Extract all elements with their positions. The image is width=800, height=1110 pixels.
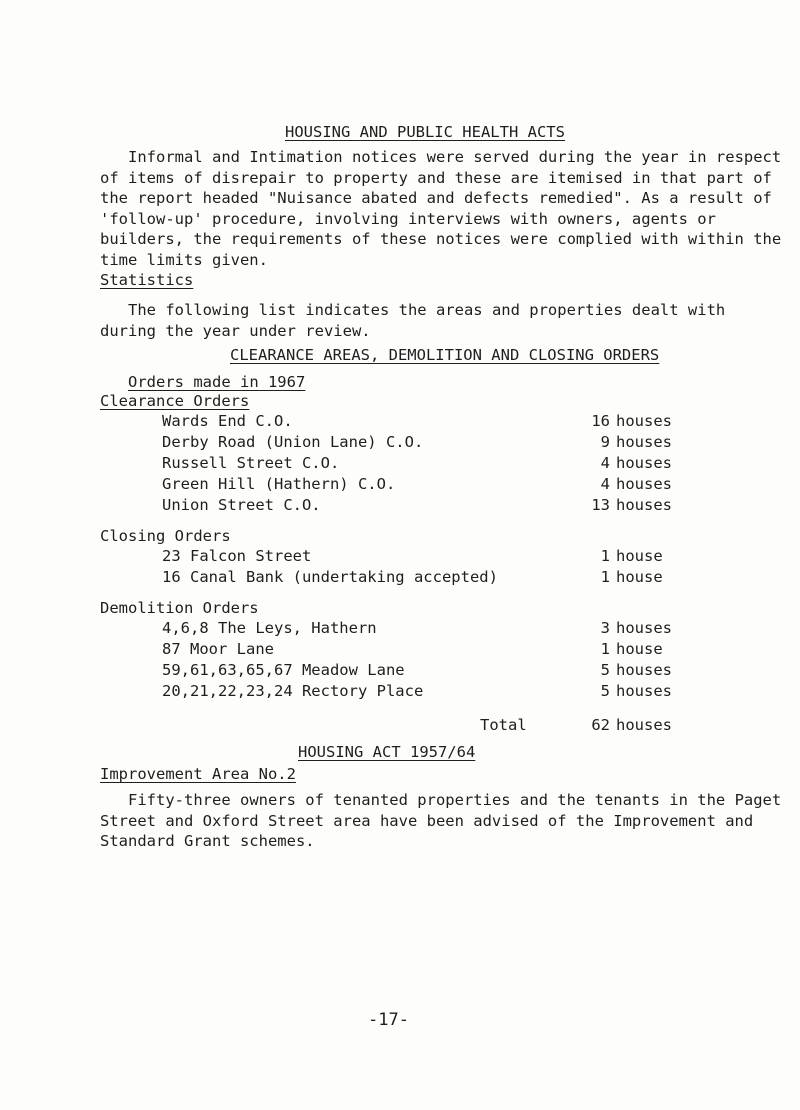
list-item: [0, 412, 800, 432]
item-unit: houses: [616, 496, 672, 514]
item-description: 16 Canal Bank (undertaking accepted): [162, 568, 498, 586]
item-description: Union Street C.O.: [162, 496, 321, 514]
total-unit: houses: [616, 716, 672, 734]
list-item: [0, 475, 800, 495]
improvement-heading: Improvement Area No.2: [100, 765, 296, 783]
total-label: Total: [480, 716, 527, 734]
list-item: [0, 433, 800, 453]
intro-paragraph-text: Informal and Intimation notices were served during the year in respect of items of disrepair to property and these are itemised in that part of the report headed "Nuisance abated and defects remedied". As a result of 'follow-up' procedure, involving interviews with owners, agents or builders, the requirements of these notices were complied with within the time limits given.: [100, 148, 782, 269]
item-description: 4,6,8 The Leys, Hathern: [162, 619, 377, 637]
item-unit: houses: [616, 682, 672, 700]
item-description: 59,61,63,65,67 Meadow Lane: [162, 661, 405, 679]
list-item: [0, 661, 800, 681]
item-unit: houses: [616, 454, 672, 472]
item-quantity: 13: [591, 496, 610, 514]
item-description: 20,21,22,23,24 Rectory Place: [162, 682, 424, 700]
list-item: [0, 547, 800, 567]
item-unit: houses: [616, 661, 672, 679]
item-description: 23 Falcon Street: [162, 547, 312, 565]
page-title: HOUSING AND PUBLIC HEALTH ACTS: [285, 123, 565, 141]
page-number: -17-: [368, 1010, 409, 1030]
statistics-paragraph-text: The following list indicates the areas and properties dealt with during the year under review.: [100, 301, 726, 340]
item-quantity: 3: [600, 619, 610, 637]
list-item: [0, 682, 800, 702]
improvement-paragraph-text: Fifty-three owners of tenanted properties and the tenants in the Paget Street and Oxford Street area have been advised of the Improvement and Standard Grant schemes.: [100, 791, 782, 850]
item-unit: houses: [616, 475, 672, 493]
total-quantity: 62: [591, 716, 610, 734]
item-quantity: 5: [600, 661, 610, 679]
item-quantity: 4: [600, 475, 610, 493]
clearance-section-title: CLEARANCE AREAS, DEMOLITION AND CLOSING ORDERS: [230, 346, 660, 364]
housing-act-title: HOUSING ACT 1957/64: [298, 743, 476, 761]
statistics-heading: Statistics: [100, 271, 194, 289]
item-description: Derby Road (Union Lane) C.O.: [162, 433, 424, 451]
item-quantity: 4: [600, 454, 610, 472]
item-unit: house: [616, 547, 663, 565]
item-quantity: 9: [600, 433, 610, 451]
closing-orders-heading: Closing Orders: [100, 527, 231, 545]
demolition-orders-heading: Demolition Orders: [100, 599, 259, 617]
item-unit: houses: [616, 412, 672, 430]
list-item: [0, 640, 800, 660]
item-quantity: 5: [600, 682, 610, 700]
list-item: [0, 454, 800, 474]
list-item: [0, 496, 800, 516]
item-quantity: 1: [600, 547, 610, 565]
item-unit: house: [616, 640, 663, 658]
orders-heading: Orders made in 1967: [128, 373, 306, 391]
list-item: [0, 619, 800, 639]
total-row: [0, 716, 800, 736]
improvement-paragraph: [100, 790, 790, 852]
item-unit: house: [616, 568, 663, 586]
item-description: Russell Street C.O.: [162, 454, 340, 472]
list-item: [0, 568, 800, 588]
clearance-orders-heading: Clearance Orders: [100, 392, 250, 410]
item-description: Green Hill (Hathern) C.O.: [162, 475, 396, 493]
intro-paragraph: [100, 147, 790, 270]
statistics-paragraph: [100, 300, 790, 341]
item-quantity: 16: [591, 412, 610, 430]
item-description: 87 Moor Lane: [162, 640, 274, 658]
item-quantity: 1: [600, 640, 610, 658]
item-unit: houses: [616, 433, 672, 451]
item-description: Wards End C.O.: [162, 412, 293, 430]
item-quantity: 1: [600, 568, 610, 586]
item-unit: houses: [616, 619, 672, 637]
